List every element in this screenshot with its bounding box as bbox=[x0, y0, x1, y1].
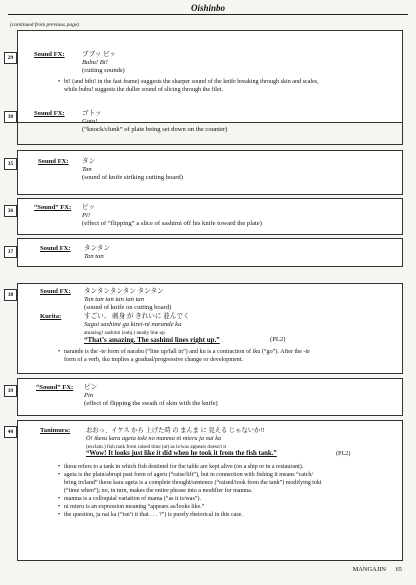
note-text: bi! (and bibi! in the fast frame) suggests the sharper sound of the knife breaking through skin and scales, bbox=[64, 79, 319, 85]
gloss-text: (effect of flipping the swath of skin with the knife) bbox=[84, 400, 218, 407]
note-bullet: • bbox=[58, 471, 61, 478]
translation-text: “That’s amazing. The sashimi lines right up.” bbox=[84, 336, 220, 344]
note-text: bring in/land” ikesu kara ageta is a complete thought/sentence (“raised/took from the tank”) modifying toki bbox=[64, 480, 322, 486]
gloss-text: (effect of “flipping” a slice of sashimi off his knife toward the plate) bbox=[82, 220, 262, 227]
note-bullet: • bbox=[58, 511, 61, 518]
japanese-text: ブブッ ビッ bbox=[82, 51, 116, 58]
page-footer bbox=[353, 566, 402, 573]
romaji-text: Tan tan bbox=[84, 253, 104, 260]
japanese-text: ピン bbox=[84, 384, 98, 391]
speaker-label: Sound FX: bbox=[34, 51, 65, 58]
note-bullet: • bbox=[58, 495, 61, 502]
gloss-text: (cutting sounds) bbox=[82, 67, 125, 74]
panel-number: 35 bbox=[4, 158, 17, 170]
romaji-text: Bubu! Bi! bbox=[82, 59, 108, 66]
romaji-text: Goto! bbox=[82, 118, 98, 125]
speaker-label: Sound FX: bbox=[38, 158, 69, 165]
japanese-text: ピッ bbox=[82, 204, 95, 211]
panel-number: 29 bbox=[4, 52, 17, 64]
speaker-label: Sound FX: bbox=[40, 245, 71, 252]
romaji-text: Sugoi sashimi ga kirei-ni narande ku bbox=[84, 321, 182, 328]
speaker-label: Sound FX: bbox=[40, 288, 71, 295]
magazine-name: MANGAJIN bbox=[352, 566, 386, 573]
speaker-label: Tanimura: bbox=[40, 427, 71, 434]
speaker-label: “Sound” FX: bbox=[36, 384, 74, 391]
speaker-label: Sound FX: bbox=[34, 110, 65, 117]
note-text: manma is a colloquial variation of mama (“as it is/was”). bbox=[64, 496, 201, 502]
page-title: Oishinbo bbox=[190, 3, 225, 13]
panel-box-37 bbox=[17, 238, 403, 267]
note-bullet: • bbox=[58, 78, 61, 85]
japanese-text: すごい、 刺身 が きれいに 並んでく bbox=[84, 313, 190, 320]
panel-number: 36 bbox=[4, 205, 17, 217]
japanese-text: ゴトッ bbox=[82, 110, 102, 117]
panel-box-30 bbox=[17, 104, 403, 145]
translation-text: “Wow! It looks just like it did when he took it from the fish tank.” bbox=[86, 450, 277, 457]
speaker-label: “Sound” FX: bbox=[34, 204, 72, 211]
note-text: ni mieru is an expression meaning “appears as/looks like.” bbox=[64, 504, 205, 510]
panel-box-36 bbox=[17, 198, 403, 235]
romaji-text: Pi! bbox=[82, 212, 91, 219]
panel-box-35 bbox=[17, 150, 403, 195]
note-text: narande is the -te form of narabu (“line up/fall in”) and ku is a contraction of iku (“go”). After the -te bbox=[64, 349, 310, 355]
page-number: 65 bbox=[395, 566, 402, 573]
japanese-text: タンタン bbox=[84, 245, 111, 252]
japanese-text: おおっ、イケス から 上げた時 の まんま に 見える じゃないか!! bbox=[86, 427, 265, 434]
panel-number: 40 bbox=[4, 426, 17, 438]
romaji-text: Pin bbox=[84, 392, 94, 399]
panel-number: 38 bbox=[4, 289, 17, 301]
politeness-level: (PL2) bbox=[336, 450, 351, 457]
note-text: ikesu refers to a tank in which fish destined for the table are kept alive (on a ship or in a restaurant). bbox=[64, 464, 304, 470]
note-bullet: • bbox=[58, 503, 61, 510]
note-text: form of a verb, iku implies a gradual/progressive change or development. bbox=[64, 357, 244, 363]
gloss-text: (exclam.) fish tank from raised time (at) as is/was appears doesn't it bbox=[86, 444, 227, 450]
romaji-text: Ō! ikesu kara ageta toki no manma ni mieru ja nai ka bbox=[86, 435, 222, 442]
gloss-text: (sound of knife on cutting board) bbox=[84, 304, 172, 311]
note-text: the question, ja nai ka (“isn’t it that . . . ?”) is purely rhetorical in this case. bbox=[64, 512, 243, 518]
romaji-text: Tan bbox=[82, 166, 92, 173]
speaker-label: Kurita: bbox=[40, 313, 62, 320]
gloss-text: amazing! sashimi (subj.) neatly line up bbox=[84, 330, 165, 336]
panel-box-39 bbox=[17, 378, 403, 416]
politeness-level: (PL2) bbox=[270, 336, 286, 343]
note-bullet: • bbox=[58, 463, 61, 470]
romaji-text: Tan tan tan tan tan tan bbox=[84, 296, 145, 303]
panel-number: 39 bbox=[4, 385, 17, 397]
gloss-text: (sound of knife striking cutting board) bbox=[82, 174, 183, 181]
note-bullet: • bbox=[58, 348, 61, 355]
japanese-text: タンタンタンタン タンタン bbox=[84, 288, 164, 295]
panel-number: 30 bbox=[4, 111, 17, 123]
japanese-text: タン bbox=[82, 158, 96, 165]
note-text: (“time when”); no, in turn, makes the entire phrase into a modifier for manma. bbox=[64, 488, 253, 494]
panel-number: 37 bbox=[4, 246, 17, 258]
continued-note: (continued from previous page) bbox=[10, 22, 80, 28]
header-rule bbox=[8, 14, 408, 15]
note-text: while bubu! suggests the duller sound of slicing through the filet. bbox=[64, 87, 223, 93]
note-text: ageta is the plain/abrupt past form of ageru (“raise/lift”), but in connection with fishing it means “catch/ bbox=[64, 472, 314, 478]
gloss-text: (“knock/clunk” of plate being set down on the counter) bbox=[82, 126, 228, 133]
